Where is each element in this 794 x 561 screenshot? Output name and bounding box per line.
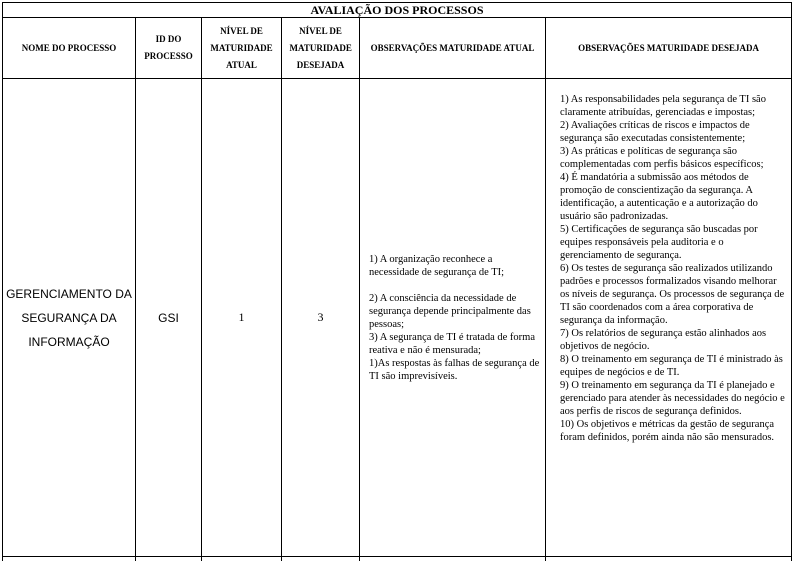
cell-desired-observations	[546, 79, 792, 557]
current-obs-item: 1)As respostas às falhas de segurança de TI são imprevisíveis.	[369, 357, 540, 382]
cell-current-observations	[360, 79, 546, 557]
header-process-id: ID DO PROCESSO	[136, 18, 202, 79]
table-row	[3, 79, 792, 557]
cell-current-level: 1	[202, 79, 282, 557]
cell-process-name: GERENCIAMENTO DA SEGURANÇA DA INFORMAÇÃO	[3, 79, 136, 557]
header-process-name: NOME DO PROCESSO	[3, 18, 136, 79]
desired-obs-item: 1) As responsabilidades pela segurança de TI são claramente atribuídas, gerenciadas e impostas;	[560, 94, 766, 118]
desired-obs-item: 9) O treinamento em segurança da TI é planejado e gerenciado para atender às necessidades do negócio e aos perfis de riscos de segurança definidos.	[560, 380, 785, 417]
current-obs-item: 2) A consciência da necessidade de segurança depende principalmente das pessoas;	[369, 292, 531, 330]
header-current-observations: OBSERVAÇÕES MATURIDADE ATUAL	[360, 18, 546, 79]
desired-obs-item: 2) Avaliações críticas de riscos e impactos de segurança são executadas consistentemente;	[560, 120, 750, 144]
cell-process-id: GSI	[136, 79, 202, 557]
desired-obs-item: 6) Os testes de segurança são realizados utilizando padrões e processos formalizados visando melhorar os níveis de segurança. Os processos de segurança de TI são coordenados com a área corporativa de segurança da informação.	[560, 263, 785, 326]
cell-desired-level: 3	[282, 79, 360, 557]
header-current-level: NÍVEL DE MATURIDADE ATUAL	[202, 18, 282, 79]
desired-obs-item: 8) O treinamento em segurança de TI é ministrado às equipes de negócios e de TI.	[560, 354, 783, 378]
desired-obs-item: 5) Certificações de segurança são buscadas por equipes responsáveis pela auditoria e o gerenciamento de segurança.	[560, 224, 758, 261]
header-desired-level: NÍVEL DE MATURIDADE DESEJADA	[282, 18, 360, 79]
current-obs-item: 1) A organização reconhece a necessidade de segurança de TI;	[369, 253, 505, 278]
desired-obs-item: 3) As práticas e políticas de segurança são complementadas com perfis básicos específicos;	[560, 146, 764, 170]
table-title: AVALIAÇÃO DOS PROCESSOS	[3, 3, 792, 18]
desired-obs-item: 7) Os relatórios de segurança estão alinhados aos objetivos de negócio.	[560, 328, 767, 352]
desired-obs-item: 4) É mandatória a submissão aos métodos de promoção de conscientização da segurança. A identificação, a autenticação e a autorização do usuário são padronizadas.	[560, 172, 758, 222]
desired-obs-item: 10) Os objetivos e métricas da gestão de segurança foram definidos, porém ainda não são mensurados.	[560, 419, 775, 443]
process-assessment-table	[2, 2, 792, 561]
header-desired-observations: OBSERVAÇÕES MATURIDADE DESEJADA	[546, 18, 792, 79]
current-obs-item: 3) A segurança de TI é tratada de forma reativa e não é mensurada;	[369, 331, 535, 356]
